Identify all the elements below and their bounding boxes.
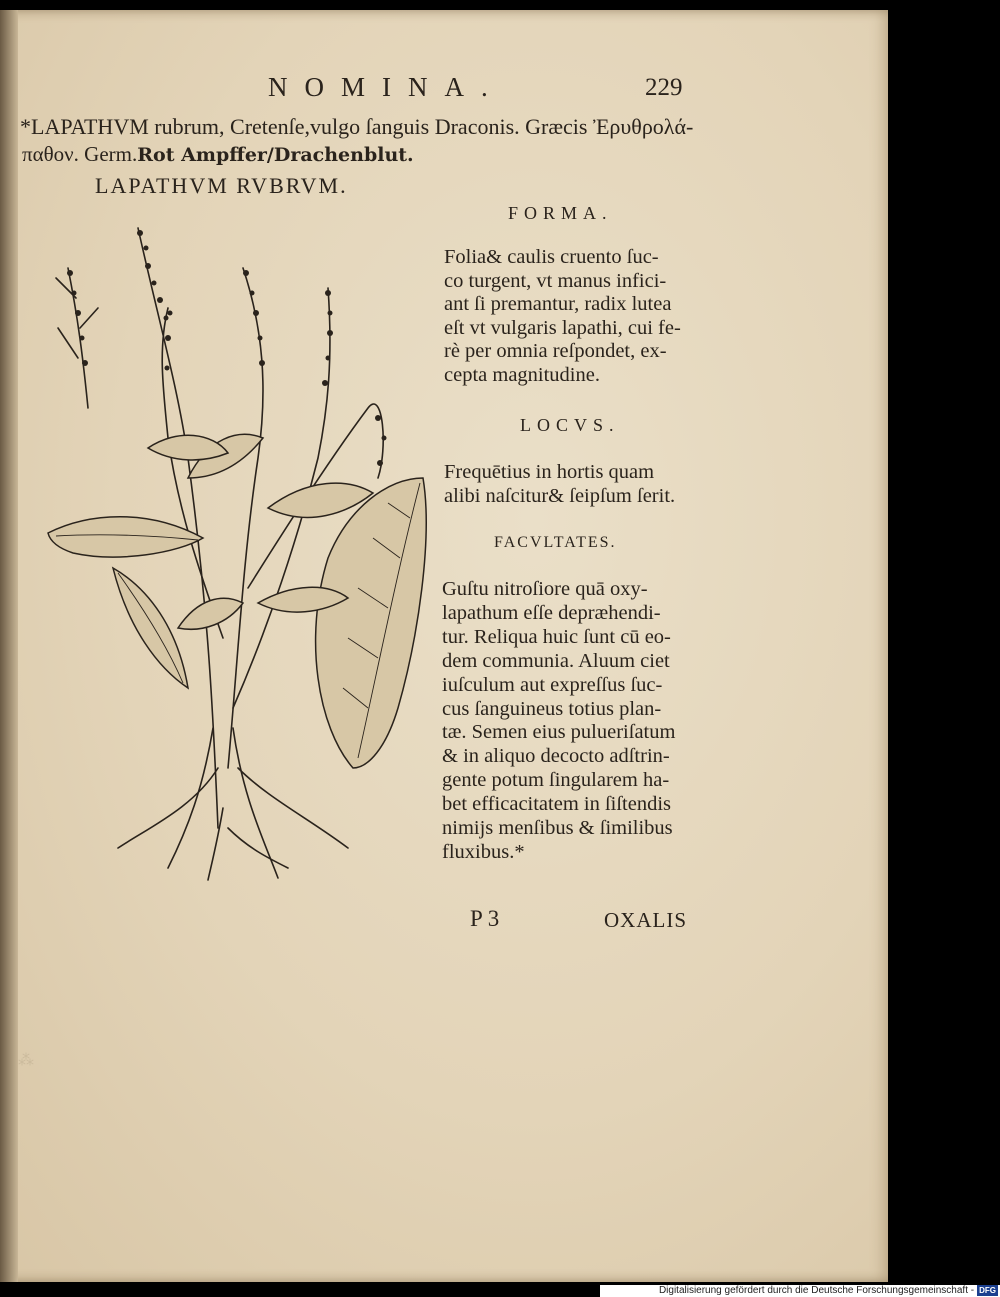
dfg-logo-icon: DFG	[979, 1286, 996, 1295]
locus-text: Frequētius in hortis quam alibi naſcitur& ſeipſum ſerit.	[444, 461, 676, 507]
facultates-text: Guſtu nitroſiore quā oxy- lapathum eſſe depræhendi- tur. Reliqua huic ſunt cū eo- dem communia. Aluum ciet iuſculum aut expreſſus ſuc- cus ſanguineus totius plan- tæ. Semen eius pulueriſatum & in aliquo decocto adſtrin- gente potum ſingularem ha- bet efficacitatem in ſiſtendis nimijs menſibus & ſimilibus fluxibus.*	[442, 578, 676, 863]
greek-name-end: παθον.	[22, 142, 79, 166]
digitization-footer	[600, 1285, 1000, 1297]
book-page	[0, 10, 888, 1282]
plate-title: LAPATHVM RVBRVM.	[95, 173, 348, 198]
page-gutter	[0, 10, 18, 1282]
woodcut-plant-icon	[28, 208, 438, 883]
plant-name-line-2	[22, 142, 414, 167]
footer-text: Digitalisierung gefördert durch die Deutsche Forschungsgemeinschaft -	[658, 1285, 975, 1296]
plant-name-line-1: *LAPATHVM rubrum, Cretenſe,vulgo ſanguis Draconis. Græcis Ἐρυθρολά-	[20, 114, 694, 139]
german-label: Germ.	[84, 142, 138, 166]
forma-heading: FORMA.	[508, 203, 613, 223]
facultates-heading: FACVLTATES.	[494, 534, 617, 551]
german-name: Rot Ampffer/Drachenblut.	[137, 144, 414, 166]
locus-heading: LOCVS.	[520, 415, 620, 435]
page-number: 229	[645, 74, 683, 101]
running-title: NOMINA.	[268, 72, 505, 102]
catchword: OXALIS	[604, 908, 687, 932]
show-through-text: ⁂	[18, 1052, 37, 1069]
signature-mark: P 3	[470, 906, 500, 931]
forma-text: Folia& caulis cruento ſuc- co turgent, vt manus infici- ant ſi premantur, radix lutea eſt vt vulgaris lapathi, cui fe- rè per omnia reſpondet, ex- cepta magnitudine.	[444, 246, 681, 386]
